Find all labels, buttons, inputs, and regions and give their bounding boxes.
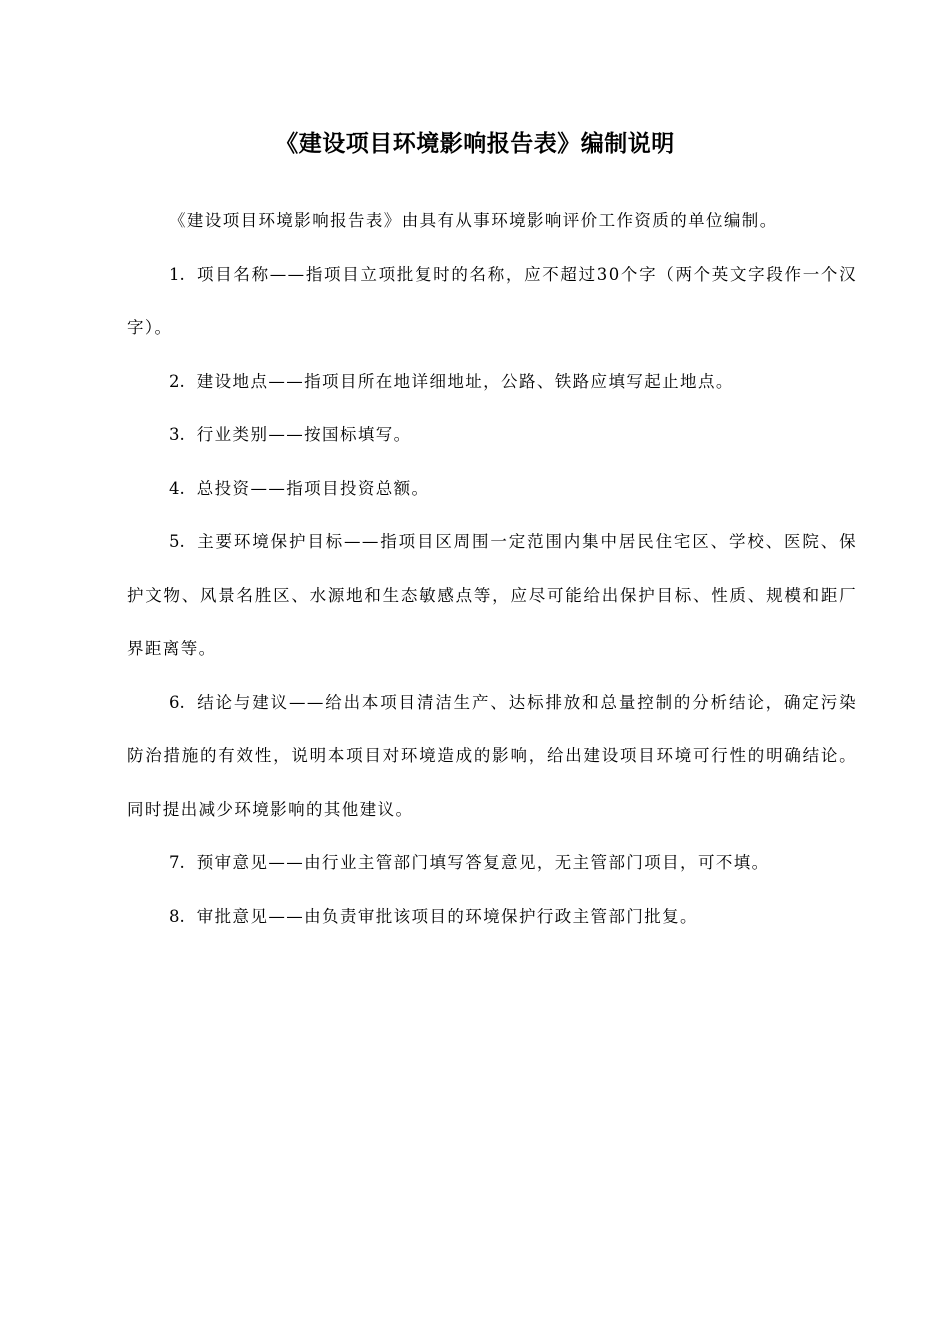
document-title: 《建设项目环境影响报告表》编制说明 bbox=[275, 131, 675, 157]
list-item bbox=[127, 515, 857, 676]
item-text: 主要环境保护目标——指项目区周围一定范围内集中居民住宅区、学校、医院、保护文物、风景名胜区、水源地和生态敏感点等，应尽可能给出保护目标、性质、规模和距厂界距离等。 bbox=[127, 532, 857, 658]
item-text: 建设地点——指项目所在地详细地址，公路、铁路应填写起止地点。 bbox=[196, 371, 734, 391]
list-item bbox=[127, 836, 857, 890]
list-item bbox=[127, 408, 857, 462]
item-text: 总投资——指项目投资总额。 bbox=[196, 478, 430, 498]
item-text: 预审意见——由行业主管部门填写答复意见，无主管部门项目，可不填。 bbox=[196, 853, 770, 872]
list-item bbox=[127, 676, 857, 837]
item-text: 结论与建议——给出本项目清洁生产、达标排放和总量控制的分析结论，确定污染防治措施的有效性，说明本项目对环境造成的影响，给出建设项目环境可行性的明确结论。同时提出减少环境影响的其他建议。 bbox=[127, 692, 857, 819]
item-number: 7. bbox=[169, 853, 185, 872]
list-item bbox=[127, 355, 857, 409]
list-item bbox=[127, 248, 857, 355]
intro-paragraph: 《建设项目环境影响报告表》由具有从事环境影响评价工作资质的单位编制。 bbox=[169, 211, 778, 230]
item-text: 审批意见——由负责审批该项目的环境保护行政主管部门批复。 bbox=[196, 906, 698, 926]
item-number: 4. bbox=[169, 478, 185, 498]
item-number: 6. bbox=[169, 692, 185, 712]
item-number: 1. bbox=[169, 264, 185, 284]
item-number: 2. bbox=[169, 371, 185, 391]
item-text: 项目名称——指项目立项批复时的名称，应不超过30个字（两个英文字段作一个汉字）。 bbox=[127, 264, 857, 337]
item-number: 5. bbox=[169, 532, 185, 551]
list-item bbox=[127, 462, 857, 516]
item-text: 行业类别——按国标填写。 bbox=[196, 425, 412, 444]
item-number: 8. bbox=[169, 906, 185, 926]
list-item bbox=[127, 890, 857, 944]
item-number: 3. bbox=[169, 425, 185, 444]
document-body bbox=[127, 194, 857, 943]
